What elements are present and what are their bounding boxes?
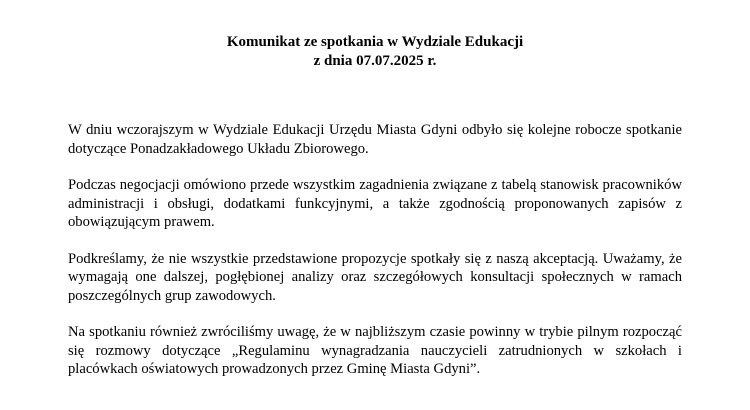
document-body	[68, 121, 682, 397]
title-line-2: z dnia 07.07.2025 r.	[313, 53, 437, 69]
title-line-1: Komunikat ze spotkania w Wydziale Edukacji	[226, 34, 524, 50]
paragraph-2: Podczas negocjacji omówiono przede wszystkim zagadnienia związane z tabelą stanowisk pracowników administracji i obsługi, dodatkami funkcyjnymi, a także zgodnością proponowanych zapisów z obowiązującym prawem.	[68, 177, 682, 230]
paragraph-3: Podkreślamy, że nie wszystkie przedstawione propozycje spotkały się z naszą akceptacją. Uważamy, że wymagają one dalszej, pogłębionej analizy oraz szczegółowych konsultacji społecznych w ramach poszczególnych grup zawodowych.	[68, 250, 682, 304]
paragraph-4: Na spotkaniu również zwróciliśmy uwagę, że w najbliższym czasie powinny w trybie pilnym rozpocząć się rozmowy dotyczące „Regulaminu wynagradzania nauczycieli zatrudnionych w szkołach i placówkach oświatowych prowadzonych przez Gminę Miasta Gdyni”.	[68, 324, 682, 377]
document-title	[0, 33, 750, 71]
paragraph-1: W dniu wczorajszym w Wydziale Edukacji Urzędu Miasta Gdyni odbyło się kolejne robocze spotkanie dotyczące Ponadzakładowego Układu Zbiorowego.	[68, 122, 682, 157]
